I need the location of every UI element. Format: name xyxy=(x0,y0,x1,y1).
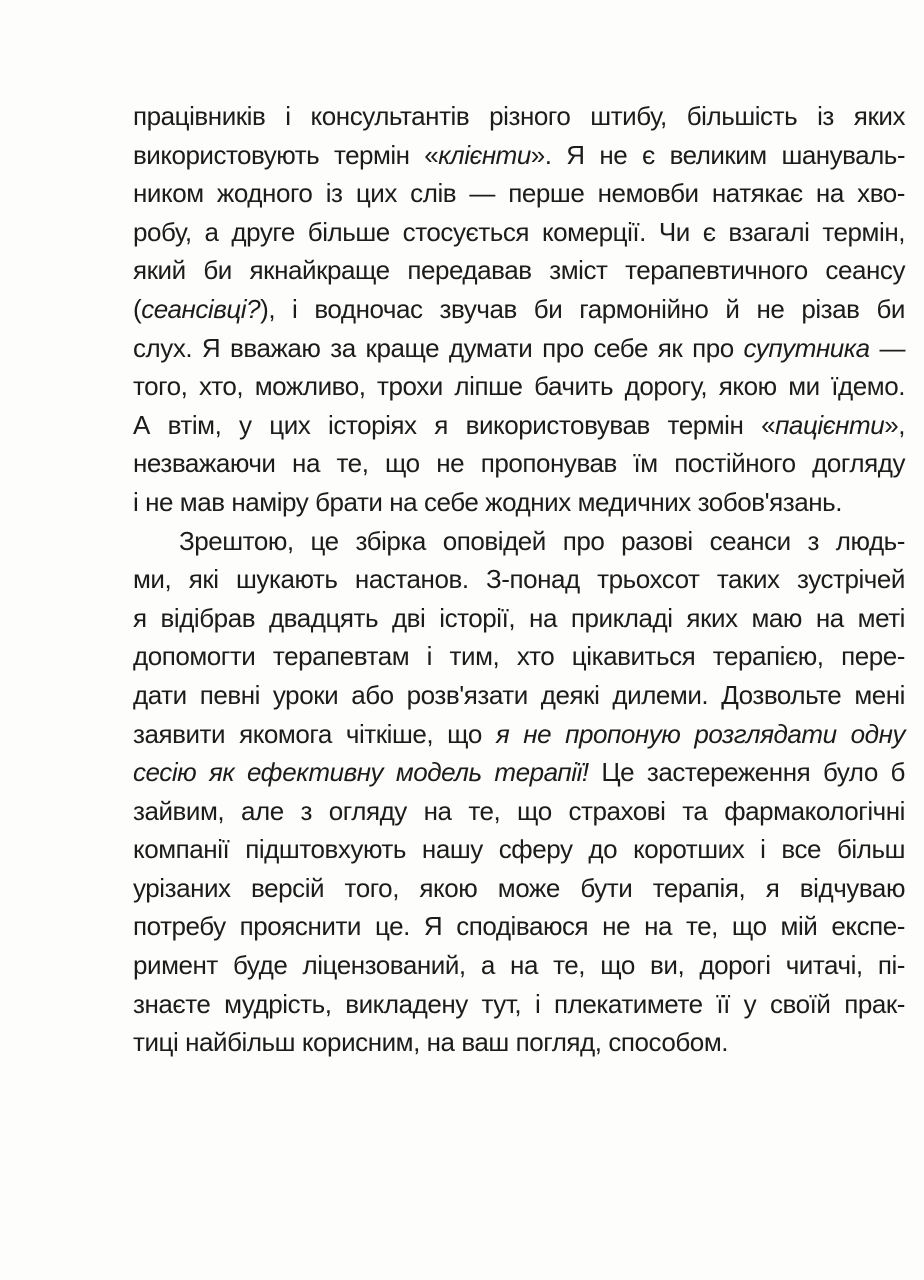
text-line xyxy=(133,599,905,638)
text-run: дати певні уроки або розв'язати деякі дилеми. Дозвольте мені xyxy=(133,679,905,710)
paragraph xyxy=(133,97,905,522)
text-run: і не мав наміру брати на себе жодних медичних зобов'язань. xyxy=(133,486,843,517)
text-run: урізаних версій того, якою може бути терапія, я відчуваю xyxy=(133,872,905,903)
italic-text: я не пропоную розглядати одну xyxy=(495,718,905,749)
text-line xyxy=(133,213,905,252)
italic-text: пацієнти xyxy=(775,409,885,440)
text-line xyxy=(133,946,905,985)
paragraph xyxy=(133,522,905,1062)
text-line xyxy=(133,97,905,136)
text-run: А втім, у цих історіях я використовував термін « xyxy=(133,409,776,440)
text-line xyxy=(133,753,905,792)
text-run: зайвим, але з огляду на те, що страхові та фармакологічні xyxy=(133,795,905,826)
italic-text: клієнти xyxy=(438,139,531,170)
text-run: незважаючи на те, що не пропонував їм постійного догляду xyxy=(133,448,905,479)
text-run: ». Я не є великим шануваль- xyxy=(530,139,905,170)
text-line xyxy=(133,560,905,599)
text-line xyxy=(133,522,905,561)
text-line xyxy=(133,136,905,175)
text-run: Зрештою, це збірка оповідей про разові сеанси з людь- xyxy=(179,525,905,556)
italic-text: супутника xyxy=(743,332,870,363)
text-run: ником жодного із цих слів — перше немовби натякає на хво- xyxy=(133,178,905,209)
text-run: робу, а друге більше стосується комерції. Чи є взагалі термін, xyxy=(133,216,905,247)
text-run: тиці найбільш корисним, на ваш погляд, способом. xyxy=(133,1027,729,1058)
text-line xyxy=(133,869,905,908)
text-run: заявити якомога чіткіше, що xyxy=(133,718,496,749)
text-line xyxy=(133,637,905,676)
text-run: потребу прояснити це. Я сподіваюся не на те, що мій експе- xyxy=(133,911,905,942)
text-run: ), і водночас звучав би гармонійно й не різав би xyxy=(260,293,905,324)
text-line xyxy=(133,907,905,946)
text-run: працівників і консультантів різного штибу, більшість із яких xyxy=(133,101,905,131)
body-text xyxy=(133,97,905,1062)
text-run: римент буде ліцензований, а на те, що ви, дорогі читачі, пі- xyxy=(133,950,905,981)
italic-text: сеансівці? xyxy=(141,293,261,324)
text-line xyxy=(133,792,905,831)
text-run: компанії підштовхують нашу сферу до коротших і все більш xyxy=(133,834,905,865)
text-line xyxy=(133,444,905,483)
text-run: використовують термін « xyxy=(133,139,439,170)
text-run: знаєте мудрість, викладену тут, і плекатимете її у своїй прак- xyxy=(133,988,905,1019)
text-line xyxy=(133,290,905,329)
text-run: — xyxy=(869,332,905,363)
text-line xyxy=(133,174,905,213)
text-line xyxy=(133,715,905,754)
text-run: я відібрав двадцять дві історії, на прикладі яких маю на меті xyxy=(133,602,905,633)
text-run: того, хто, можливо, трохи ліпше бачить дорогу, якою ми їдемо. xyxy=(133,371,905,402)
text-run: допомогти терапевтам і тим, хто цікавиться терапією, пере- xyxy=(133,641,905,672)
text-line xyxy=(133,329,905,368)
text-run: ( xyxy=(133,293,142,324)
text-line xyxy=(133,1023,905,1062)
text-line xyxy=(133,406,905,445)
text-line xyxy=(133,985,905,1024)
text-line xyxy=(133,251,905,290)
text-run: », xyxy=(884,409,905,440)
text-line xyxy=(133,483,905,522)
text-line xyxy=(133,676,905,715)
text-line xyxy=(133,367,905,406)
text-run: слух. Я вважаю за краще думати про себе як про xyxy=(133,332,744,363)
italic-text: сесію як ефективну модель терапії! xyxy=(133,757,589,788)
text-run: ми, які шукають настанов. З-понад трьохсот таких зустрічей xyxy=(133,564,905,595)
text-run: який би якнайкраще передавав зміст терапевтичного сеансу xyxy=(133,255,905,286)
text-line xyxy=(133,830,905,869)
text-run: Це застереження було б xyxy=(588,757,905,788)
